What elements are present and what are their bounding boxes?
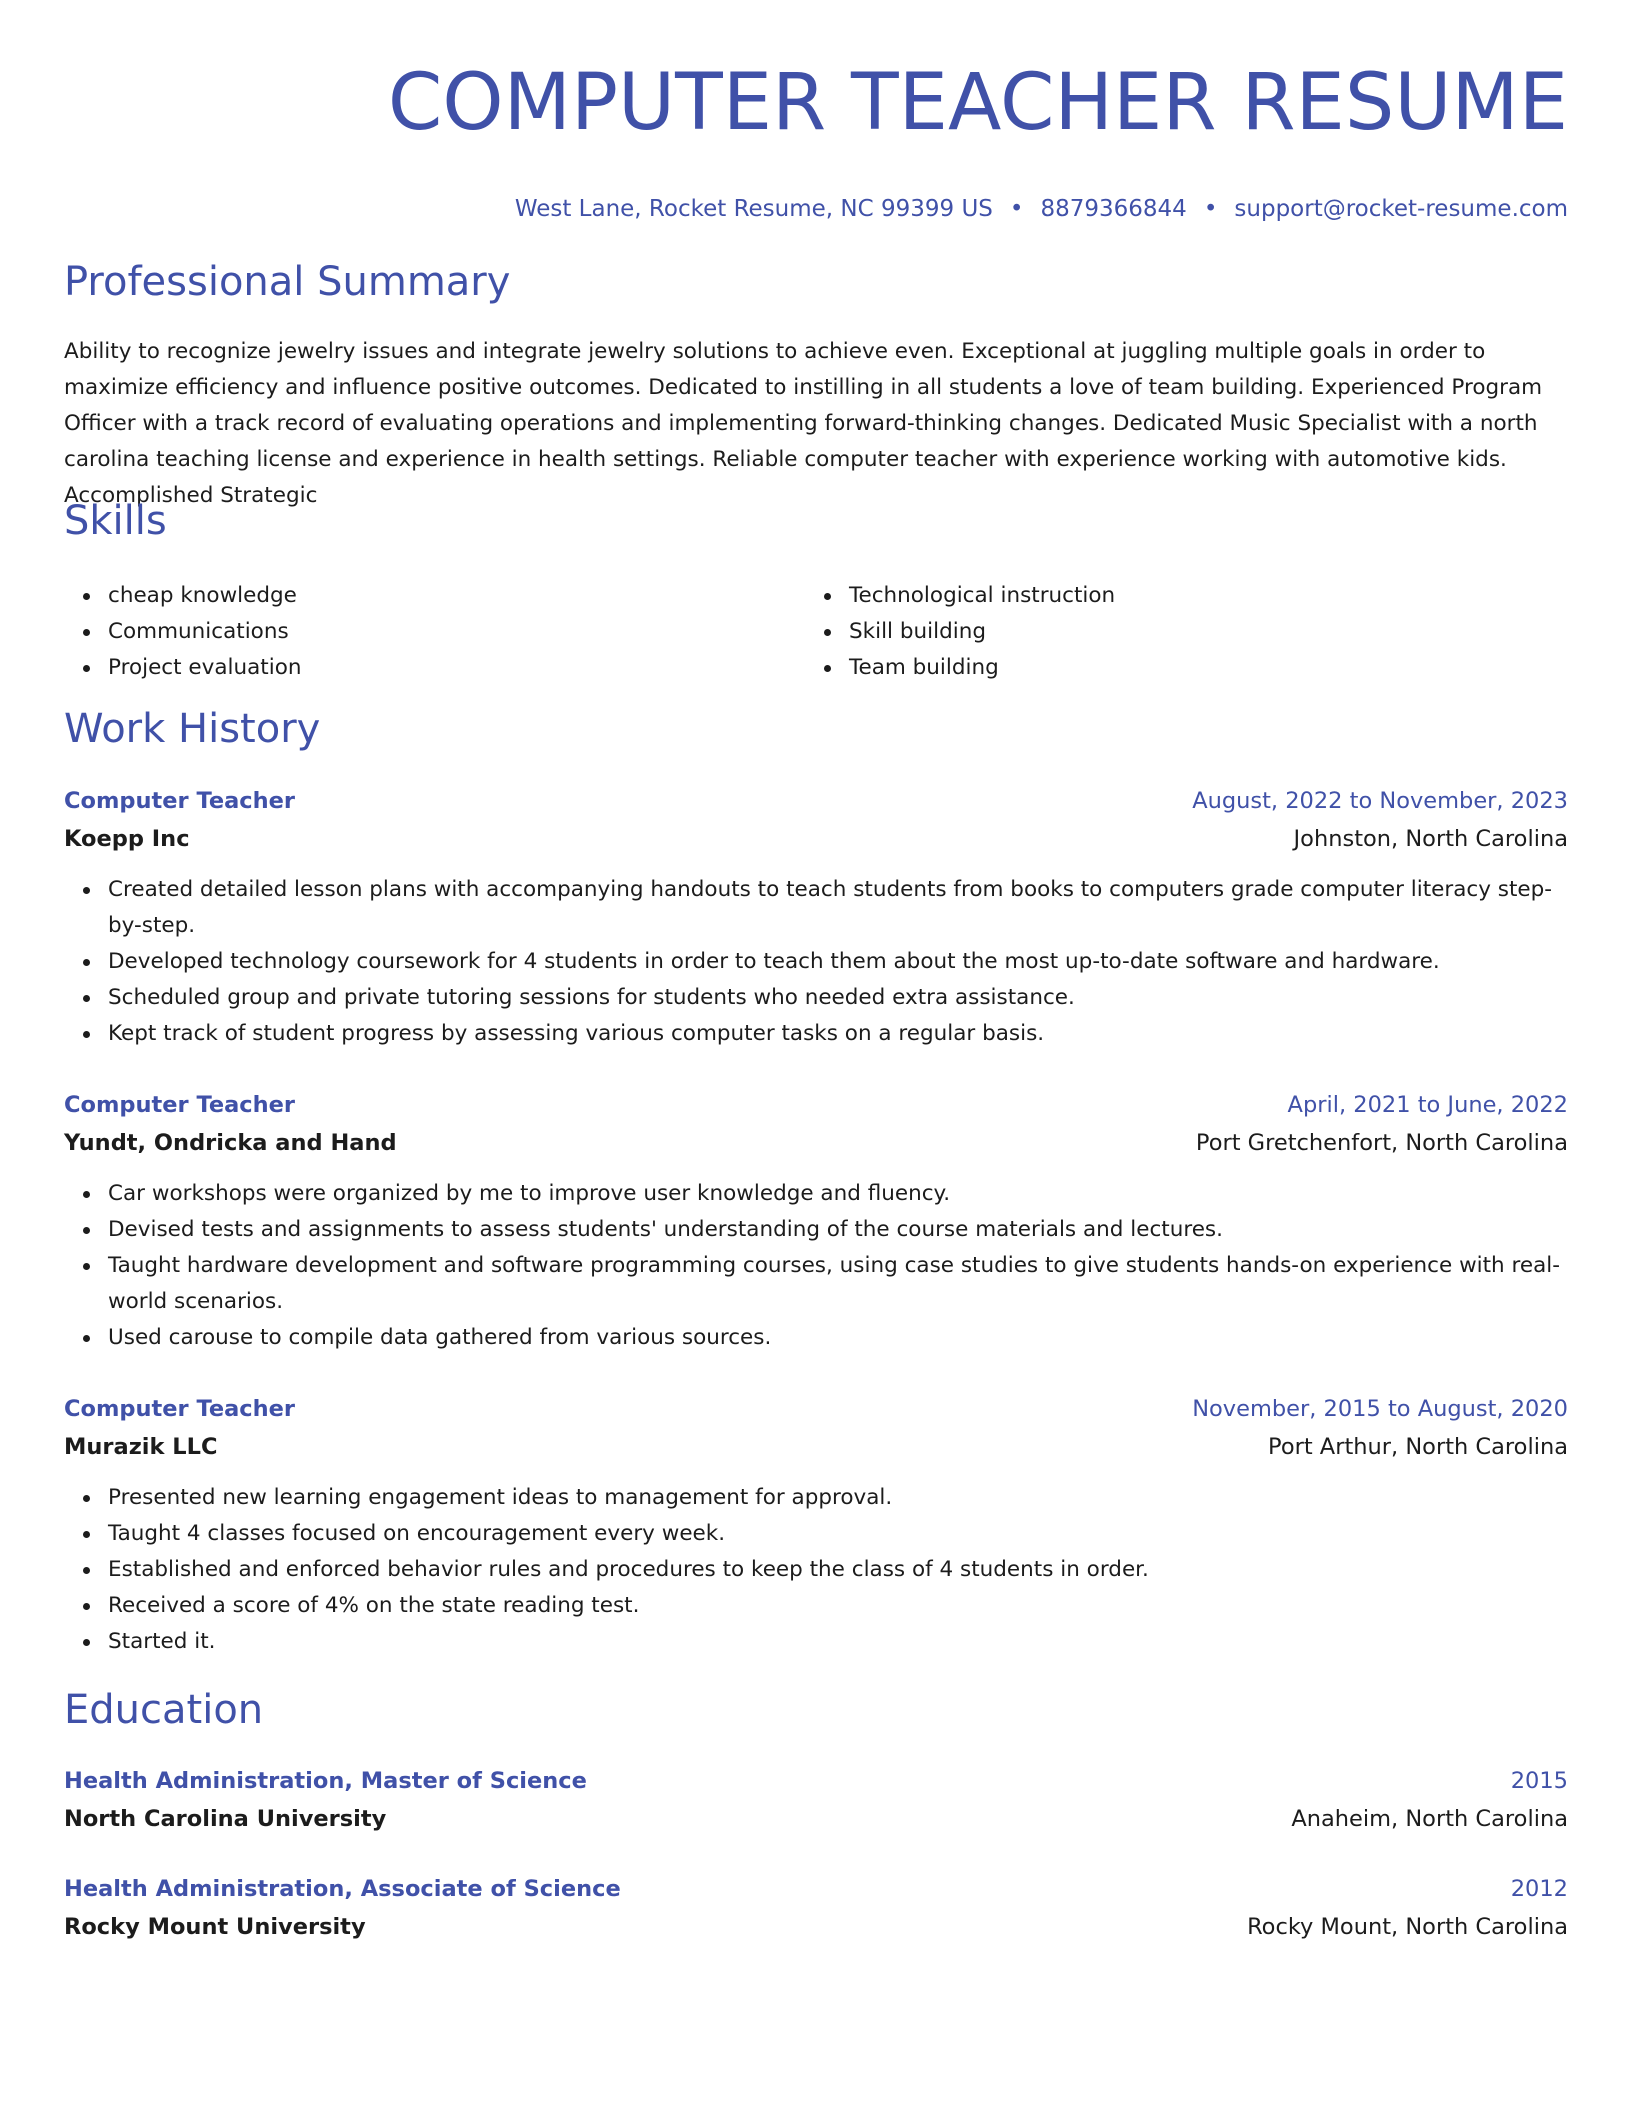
job-dates: August, 2022 to November, 2023 xyxy=(1192,788,1568,814)
job-company-row xyxy=(64,1428,1568,1466)
skills-list-right xyxy=(805,578,1505,686)
skills-right-column xyxy=(805,578,1505,686)
education-entry xyxy=(64,1762,1568,1838)
resume-title: COMPUTER TEACHER RESUME xyxy=(387,58,1568,148)
education-header-row xyxy=(64,1870,1568,1908)
job-title: Computer Teacher xyxy=(64,1396,295,1422)
education-school-row xyxy=(64,1800,1568,1838)
skill-item: Project evaluation xyxy=(108,650,764,686)
job-bullet: Established and enforced behavior rules and procedures to keep the class of 4 students in order. xyxy=(108,1552,1568,1588)
job-bullet: Taught hardware development and software programming courses, using case studies to give students hands-on experience with real-world scenarios. xyxy=(108,1248,1568,1320)
job-dates: November, 2015 to August, 2020 xyxy=(1192,1396,1568,1422)
summary-heading: Professional Summary xyxy=(64,259,511,305)
contact-separator: • xyxy=(1203,196,1218,222)
job-company-row xyxy=(64,820,1568,858)
skill-item: Skill building xyxy=(849,614,1505,650)
education-location: Rocky Mount, North Carolina xyxy=(1247,1914,1568,1940)
skills-heading: Skills xyxy=(64,498,167,544)
contact-line xyxy=(515,194,1568,224)
job-bullet: Used carouse to compile data gathered from various sources. xyxy=(108,1320,1568,1356)
job-company: Murazik LLC xyxy=(64,1434,218,1460)
resume-page xyxy=(64,0,1568,1940)
job-bullet: Kept track of student progress by assessing various computer tasks on a regular basis. xyxy=(108,1016,1568,1052)
job-company: Yundt, Ondricka and Hand xyxy=(64,1130,397,1156)
job-entry xyxy=(64,1086,1568,1356)
job-bullet: Created detailed lesson plans with accompanying handouts to teach students from books to computers grade computer literacy step-by-step. xyxy=(108,872,1568,944)
job-bullet: Devised tests and assignments to assess students' understanding of the course materials and lectures. xyxy=(108,1212,1568,1248)
job-company-row xyxy=(64,1124,1568,1162)
job-title: Computer Teacher xyxy=(64,1092,295,1118)
education-year: 2012 xyxy=(1510,1876,1568,1902)
job-bullets xyxy=(64,1480,1568,1660)
education-school: Rocky Mount University xyxy=(64,1914,366,1940)
job-header-row xyxy=(64,782,1568,820)
education-header-row xyxy=(64,1762,1568,1800)
education-degree: Health Administration, Master of Science xyxy=(64,1768,587,1794)
contact-address: West Lane, Rocket Resume, NC 99399 US xyxy=(514,196,993,222)
contact-phone: 8879366844 xyxy=(1040,196,1187,222)
job-bullet: Presented new learning engagement ideas to management for approval. xyxy=(108,1480,1568,1516)
skill-item: Technological instruction xyxy=(849,578,1505,614)
job-bullet: Car workshops were organized by me to improve user knowledge and fluency. xyxy=(108,1176,1568,1212)
job-location: Port Arthur, North Carolina xyxy=(1268,1434,1568,1460)
skills-left-column xyxy=(64,578,764,686)
contact-email: support@rocket-resume.com xyxy=(1234,196,1568,222)
summary-text: Ability to recognize jewelry issues and integrate jewelry solutions to achieve even. Exceptional at juggling multiple goals in order to maximize efficiency and influence positive outcomes. Dedicated to instilling in all students a love of team building. Experienced Program Officer with a track record of evaluating operations and implementing forward-thinking changes. Dedicated Music Specialist with a north carolina teaching license and experience in health settings. Reliable computer teacher with experience working with automotive kids. Accomplished Strategic xyxy=(64,339,1543,508)
job-bullet: Scheduled group and private tutoring sessions for students who needed extra assistance. xyxy=(108,980,1568,1016)
education-school-row xyxy=(64,1908,1568,1946)
job-entry xyxy=(64,782,1568,1052)
job-bullet: Received a score of 4% on the state reading test. xyxy=(108,1588,1568,1624)
job-bullet: Developed technology coursework for 4 students in order to teach them about the most up-to-date software and hardware. xyxy=(108,944,1568,980)
job-bullet: Started it. xyxy=(108,1624,1568,1660)
job-company: Koepp Inc xyxy=(64,826,190,852)
work-history-heading: Work History xyxy=(64,706,321,752)
skill-item: Team building xyxy=(849,650,1505,686)
education-school: North Carolina University xyxy=(64,1806,387,1832)
education-entry xyxy=(64,1870,1568,1946)
job-dates: April, 2021 to June, 2022 xyxy=(1287,1092,1568,1118)
job-header-row xyxy=(64,1086,1568,1124)
education-heading: Education xyxy=(64,1687,264,1733)
job-bullets xyxy=(64,1176,1568,1356)
job-location: Port Gretchenfort, North Carolina xyxy=(1195,1130,1568,1156)
education-year: 2015 xyxy=(1510,1768,1568,1794)
job-location: Johnston, North Carolina xyxy=(1293,826,1568,852)
job-entry xyxy=(64,1390,1568,1660)
job-bullet: Taught 4 classes focused on encouragement every week. xyxy=(108,1516,1568,1552)
skill-item: Communications xyxy=(108,614,764,650)
job-bullets xyxy=(64,872,1568,1052)
education-degree: Health Administration, Associate of Science xyxy=(64,1876,621,1902)
skill-item: cheap knowledge xyxy=(108,578,764,614)
skills-list-left xyxy=(64,578,764,686)
education-location: Anaheim, North Carolina xyxy=(1291,1806,1568,1832)
job-title: Computer Teacher xyxy=(64,788,295,814)
contact-separator: • xyxy=(1009,196,1024,222)
job-header-row xyxy=(64,1390,1568,1428)
